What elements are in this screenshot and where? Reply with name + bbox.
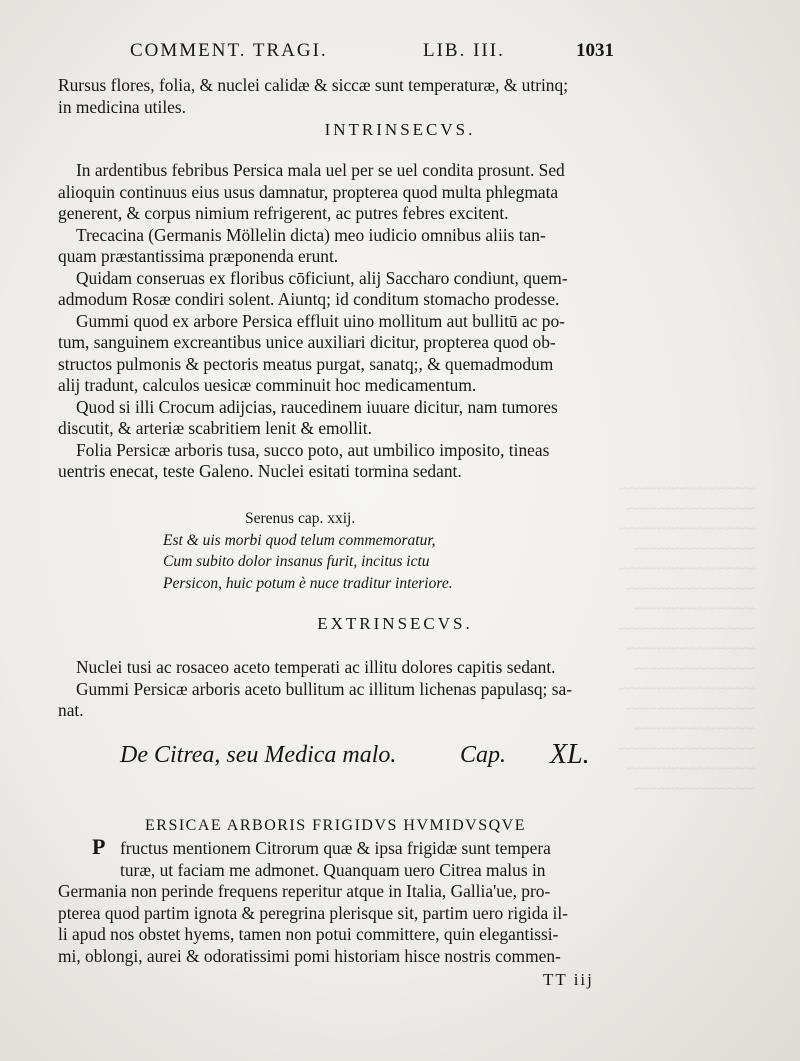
verse-line: Cum subito dolor insanus furit, incitus ictu (163, 553, 430, 570)
text-line: turæ, ut faciam me admonet. Quanquam uero Citrea malus in (120, 859, 546, 880)
text-line: admodum Rosæ condiri solent. Aiuntq; id conditum stomacho prodesse. (58, 289, 560, 309)
text-line: Folia Persicæ arboris tusa, succo poto, aut umbilico imposito, tineas (76, 439, 550, 460)
text-line: Rursus flores, folia, & nuclei calidæ & siccæ sunt temperaturæ, & utrinq; (58, 75, 569, 95)
text-line: li apud nos obstet hyems, tamen non potui committere, quin elegantissi- (58, 924, 559, 944)
intrinsecus-section (58, 160, 648, 483)
verse-line: Est & uis morbi quod telum commemoratur, (163, 531, 436, 549)
text-line: tum, sanguinem excreantibus unice auxiliari dicitur, propterea quod ob- (58, 332, 556, 352)
chapter-title: De Citrea, seu Medica malo. (120, 742, 397, 768)
text-line: generent, & corpus nimium refrigerent, ac putres febres excitent. (58, 203, 509, 223)
text-line: Quod si illi Crocum adijcias, raucedinem iuuare dicitur, nam tumores (76, 396, 558, 417)
header-title: COMMENT. TRAGI. (130, 40, 328, 61)
text-line: Gummi Persicæ arboris aceto bullitum ac illitum lichenas papulasq; sa- (76, 678, 573, 699)
heading-extrinsecus: EXTRINSECVS. (317, 614, 473, 633)
signature-mark: TT iij (543, 970, 594, 989)
verse-title: Serenus cap. xxij. (245, 510, 356, 527)
text-line: Quidam conseruas ex floribus cōficiunt, alij Saccharo condiunt, quem- (76, 267, 568, 288)
text-line: In ardentibus febribus Persica mala uel per se uel condita prosunt. Sed (76, 160, 565, 180)
intro-paragraph (58, 75, 648, 118)
chapter-number: XL. (550, 739, 590, 770)
text-line: mi, oblongi, aurei & odoratissimi pomi historiam hisce nostris commen- (58, 945, 561, 966)
chapter-first-line: ERSICAE ARBORIS FRIGIDVS HVMIDVSQVE (145, 817, 526, 834)
text-line: Nuclei tusi ac rosaceo aceto temperati ac illitu dolores capitis sedant. (76, 657, 556, 677)
text-line: quam præstantissima præponenda erunt. (58, 246, 339, 266)
header-book: LIB. III. (423, 40, 505, 61)
chapter-body (58, 838, 648, 967)
chapter-cap-label: Cap. (460, 742, 507, 768)
text-line: Trecacina (Germanis Möllelin dicta) meo iudicio omnibus aliis tan- (76, 224, 546, 245)
text-line: in medicina utiles. (58, 96, 186, 117)
text-line: uentris enecat, teste Galeno. Nuclei esitati tormina sedant. (58, 461, 462, 481)
verse-line: Persicon, huic potum è nuce traditur interiore. (163, 574, 453, 592)
extrinsecus-section (58, 657, 648, 722)
verse-quote (163, 508, 563, 594)
running-header (118, 40, 648, 70)
show-through-bleed: ~~~~~~~~~~~~~~~~~~ ~~~~~~~~~~~~~~~~~ ~~~~~~~~~~~~~~~~~~ ~~~~~~~~~~~~~~~~ ~~~~~~~~~~~~~~~~~~ ~~~~~~~~~~~~~~~~~ ~~~~~~~~~~~~~~~~ ~~~~~~~~~~~~~~~~~~ ~~~~~~~~~~~~~~~~~ ~~~~~~~~~~~~~~~~ ~~~~~~~~~~~~~~~~~~ ~~~~~~~~~~~~~~~~~ ~~~~~~~~~~~~~~~~ ~~~~~~~~~~~~~~~~~~ ~~~~~~~~~~~~~~~~~ ~~~~~~~~~~~~~~~~ (618, 482, 755, 797)
text-line: fructus mentionem Citrorum quæ & ipsa frigidæ sunt tempera (120, 838, 551, 858)
chapter-heading (120, 739, 620, 782)
text-line: discutit, & arteriæ scabritiem lenit & emollit. (58, 418, 372, 438)
text-line: alioquin continuus eius usus damnatur, propterea quod multa phlegmata (58, 181, 559, 202)
text-line: pterea quod partim ignota & peregrina plerisque sit, partim uero rigida il- (58, 902, 568, 923)
page-number: 1031 (576, 40, 614, 61)
text-line: Gummi quod ex arbore Persica effluit uino mollitum aut bullitū ac po- (76, 310, 565, 331)
text-line: structos pulmonis & pectoris meatus purgat, sanatq;, & quemadmodum (58, 353, 554, 374)
drop-cap: P (92, 834, 106, 859)
text-line: alij tradunt, calculos uesicæ comminuit hoc medicamentum. (58, 375, 477, 395)
heading-intrinsecus: INTRINSECVS. (324, 120, 476, 139)
text-line: Germania non perinde frequens reperitur atque in Italia, Gallia'ue, pro- (58, 881, 551, 901)
text-line: nat. (58, 700, 84, 720)
